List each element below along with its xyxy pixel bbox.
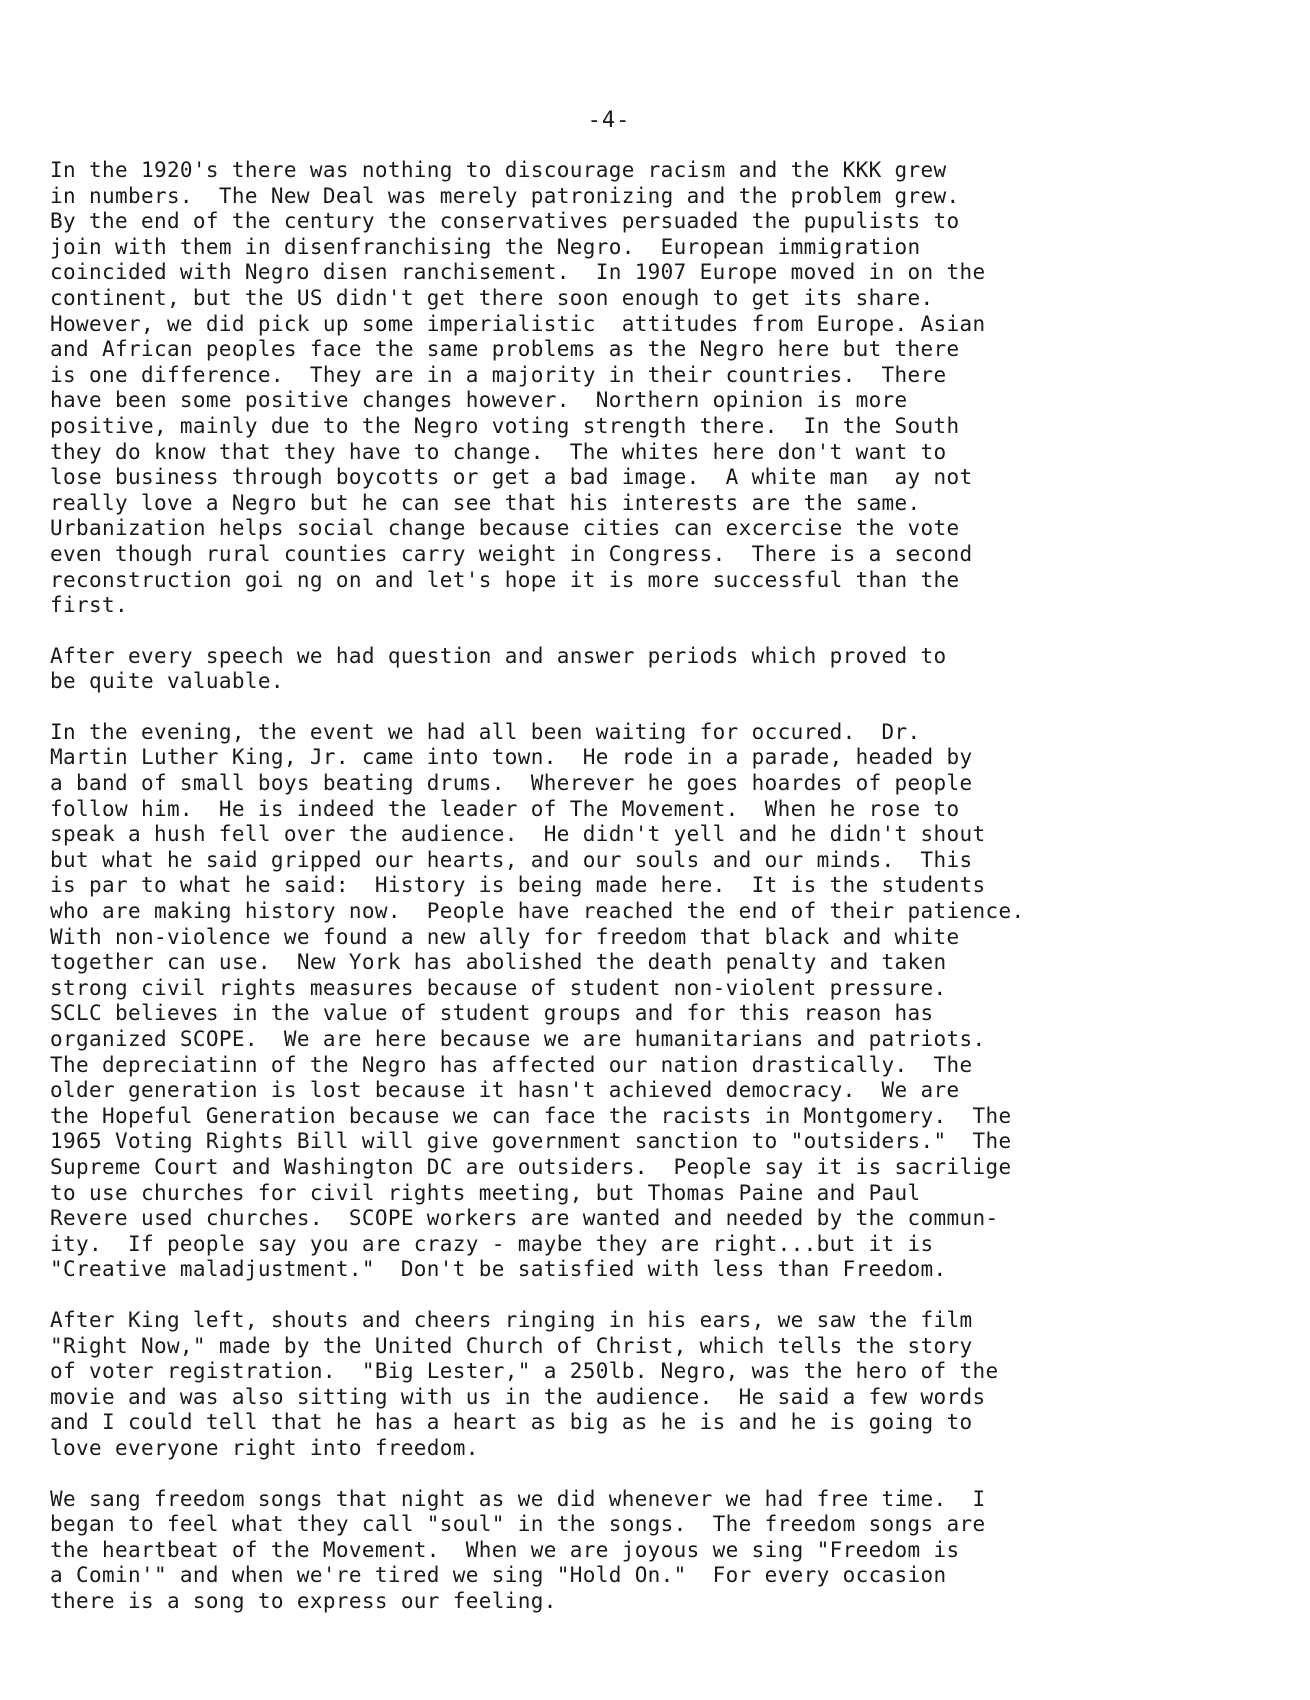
text-line: even though rural counties carry weight in Congress. There is a second — [50, 541, 973, 566]
text-line: organized SCOPE. We are here because we are humanitarians and patriots. — [50, 1027, 986, 1051]
text-line: However, we did pick up some imperialistic attitudes from Europe. Asian — [50, 311, 986, 336]
text-line: coincided with Negro disen ranchisement. In 1907 Europe moved in on the — [50, 260, 986, 285]
text-line: In the evening, the event we had all been waiting for occured. Dr. — [50, 719, 921, 744]
text-line: Revere used churches. SCOPE workers are wanted and needed by the commun- — [50, 1206, 999, 1231]
text-line: together can use. New York has abolished the death penalty and taken — [50, 950, 947, 975]
text-line: lose business through boycotts or get a bad image. A white man ay not — [50, 465, 973, 490]
text-line: have been some positive changes however. Northern opinion is more — [50, 388, 908, 413]
paragraph — [50, 720, 1300, 1283]
text-line: Supreme Court and Washington DC are outsiders. People say it is sacrilige — [50, 1154, 1012, 1179]
text-line: began to feel what they call "soul" in the songs. The freedom songs are — [50, 1512, 986, 1537]
text-line: older generation is lost because it hasn't achieved democracy. We are — [50, 1078, 960, 1103]
text-line: By the end of the century the conservatives persuaded the pupulists to — [50, 209, 960, 234]
text-line: the Hopeful Generation because we can face the racists in Montgomery. The — [50, 1103, 1012, 1128]
text-line: reconstruction goi ng on and let's hope it is more successful than the — [50, 567, 960, 592]
text-line: We sang freedom songs that night as we did whenever we had free time. I — [50, 1486, 986, 1511]
text-line: In the 1920's there was nothing to discourage racism and the KKK grew — [50, 158, 947, 182]
text-line: to use churches for civil rights meeting, but Thomas Paine and Paul — [50, 1180, 921, 1205]
text-line: follow him. He is indeed the leader of The Movement. When he rose to — [50, 796, 960, 821]
text-line: "Creative maladjustment." Don't be satisfied with less than Freedom. — [50, 1257, 947, 1282]
text-line: join with them in disenfranchising the Negro. European immigration — [50, 234, 921, 259]
text-line: Urbanization helps social change because cities can excercise the vote — [50, 516, 960, 541]
paragraph — [50, 158, 1300, 619]
text-line: is par to what he said: History is being made here. It is the students — [50, 873, 986, 898]
paragraph — [50, 644, 1300, 695]
text-line: "Right Now," made by the United Church of Christ, which tells the story — [50, 1333, 973, 1358]
text-line: a band of small boys beating drums. Wherever he goes hoardes of people — [50, 771, 973, 796]
text-line: After every speech we had question and answer periods which proved to — [50, 643, 947, 668]
text-line: 1965 Voting Rights Bill will give government sanction to "outsiders." The — [50, 1129, 1012, 1154]
text-line: SCLC believes in the value of student groups and for this reason has — [50, 1001, 934, 1026]
text-line: continent, but the US didn't get there soon enough to get its share. — [50, 285, 934, 310]
document-body — [50, 158, 1300, 1639]
text-line: The depreciatinn of the Negro has affected our nation drastically. The — [50, 1052, 973, 1077]
text-line: in numbers. The New Deal was merely patronizing and the problem grew. — [50, 183, 960, 208]
text-line: movie and was also sitting with us in the audience. He said a few words — [50, 1384, 986, 1409]
paragraph — [50, 1308, 1300, 1462]
text-line: strong civil rights measures because of student non-violent pressure. — [50, 975, 947, 1000]
text-line: who are making history now. People have reached the end of their patience. — [50, 899, 1025, 924]
text-line: positive, mainly due to the Negro voting strength there. In the South — [50, 413, 960, 438]
text-line: a Comin'" and when we're tired we sing "Hold On." For every occasion — [50, 1563, 947, 1588]
text-line: is one difference. They are in a majority in their countries. There — [50, 362, 947, 387]
text-line: After King left, shouts and cheers ringing in his ears, we saw the film — [50, 1307, 973, 1332]
text-line: the heartbeat of the Movement. When we are joyous we sing "Freedom is — [50, 1537, 960, 1562]
text-line: and I could tell that he has a heart as big as he is and he is going to — [50, 1410, 973, 1435]
text-line: first. — [50, 593, 128, 618]
text-line: they do know that they have to change. The whites here don't want to — [50, 439, 947, 464]
paragraph — [50, 1487, 1300, 1615]
text-line: be quite valuable. — [50, 669, 284, 694]
text-line: Martin Luther King, Jr. came into town. He rode in a parade, headed by — [50, 745, 973, 770]
text-line: really love a Negro but he can see that his interests are the same. — [50, 490, 921, 515]
text-line: of voter registration. "Big Lester," a 250lb. Negro, was the hero of the — [50, 1359, 999, 1384]
text-line: there is a song to express our feeling. — [50, 1588, 557, 1613]
text-line: and African peoples face the same problems as the Negro here but there — [50, 337, 960, 362]
text-line: speak a hush fell over the audience. He didn't yell and he didn't shout — [50, 822, 986, 847]
text-line: ity. If people say you are crazy - maybe they are right...but it is — [50, 1231, 934, 1256]
page-number: -4- — [587, 108, 631, 133]
text-line: love everyone right into freedom. — [50, 1435, 479, 1460]
text-line: With non-violence we found a new ally for freedom that black and white — [50, 924, 960, 949]
text-line: but what he said gripped our hearts, and our souls and our minds. This — [50, 847, 973, 872]
